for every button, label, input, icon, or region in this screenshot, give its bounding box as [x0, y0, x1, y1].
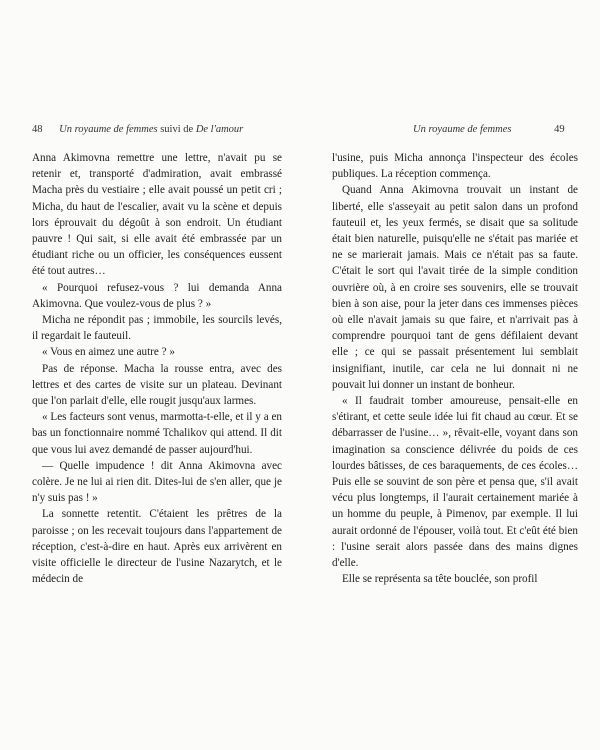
paragraph: Elle se représenta sa tête bouclée, son profil	[342, 573, 538, 586]
left-running-head	[32, 124, 243, 135]
left-body-text	[32, 150, 282, 587]
paragraph: Pas de réponse. Macha la rousse entra, avec des lettres et des cartes de visite sur un plateau. Devinant que l'on parlait d'elle, elle rougit jusqu'aux larmes.	[32, 362, 282, 408]
left-book-subtitle: De l'amour	[195, 124, 244, 135]
paragraph: — Quelle impudence ! dit Anna Akimovna avec colère. Je ne lui ai rien dit. Dites-lui de s'en aller, que je n'y suis pas ! »	[32, 459, 282, 505]
right-running-head	[413, 124, 565, 135]
right-body-text	[332, 150, 578, 587]
left-book-title: Un royaume de femmes	[59, 124, 158, 135]
paragraph: La sonnette retentit. C'étaient les prêtres de la paroisse ; on les recevait toujours dans l'appartement de réception, c'est-à-dire en haut. Après eux arrivèrent en visite officielle le directeur de l'usine Nazarytch, et le médecin de	[32, 508, 282, 586]
paragraph: Micha ne répondit pas ; immobile, les sourcils levés, il regardait le fauteuil.	[32, 314, 282, 343]
left-title-connector: suivi de	[157, 124, 196, 135]
paragraph: « Pourquoi refusez-vous ? lui demanda Anna Akimovna. Que voulez-vous de plus ? »	[32, 281, 282, 310]
paragraph: Anna Akimovna remettre une lettre, n'avait pu se retenir et, transporté d'admiration, avait embrassé Macha près du vestiaire ; elle avait poussé un petit cri ; Micha, du haut de l'escalier, avait vu la scène et depuis lors éprouvait du dégoût à son endroit. Un étudiant pauvre ! Qui sait, si elle avait été embrassée par un étudiant riche ou un officier, les conséquences eussent été tout autres…	[32, 152, 282, 278]
paragraph: « Vous en aimez une autre ? »	[42, 346, 175, 359]
paragraph: « Il faudrait tomber amoureuse, pensait-elle en s'étirant, et cette seule idée lui fit chaud au cœur. Et se débarrasser de l'usine… », rêvait-elle, voyant dans son imagination sa conscience délivrée du poids de ces lourdes bâtisses, de ces baraquements, de ces écoles… Puis elle se souvint de son père et pensa que, s'il avait vécu plus longtemps, il l'aurait certainement mariée à un homme du peuple, à Pimenov, par exemple. Il lui aurait ordonné de l'épouser, voilà tout. Et c'eût été bien : l'usine serait alors passée dans des mains dignes d'elle.	[332, 395, 578, 570]
paragraph: l'usine, puis Micha annonça l'inspecteur des écoles publiques. La réception commença.	[332, 152, 578, 181]
right-page-number: 49	[554, 124, 565, 135]
right-book-title: Un royaume de femmes	[413, 124, 512, 135]
paragraph: Quand Anna Akimovna trouvait un instant de liberté, elle s'asseyait au petit salon dans un profond fauteuil et, les yeux fermés, se disait que sa solitude était bien naturelle, puisqu'elle ne s'était pas mariée et ne se marierait jamais. Mais ce n'était pas sa faute. C'était le sort qui l'avait tirée de la simple condition ouvrière où, à en croire ses souvenirs, elle se trouvait bien à son aise, pour la jeter dans ces immenses pièces où elle n'avait jamais su que faire, et n'arrivait pas à comprendre pourquoi tant de gens défilaient devant elle ; ce qui se passait présentement lui semblait insignifiant, inutile, car cela ne lui donnait ni ne pouvait lui donner un instant de bonheur.	[332, 184, 578, 391]
left-page-number: 48	[32, 124, 43, 135]
paragraph: « Les facteurs sont venus, marmotta-t-elle, et il y a en bas un fonctionnaire nommé Tchalikov qui attend. Il dit que vous lui avez demandé de passer aujourd'hui.	[32, 411, 282, 456]
right-page	[300, 0, 600, 750]
